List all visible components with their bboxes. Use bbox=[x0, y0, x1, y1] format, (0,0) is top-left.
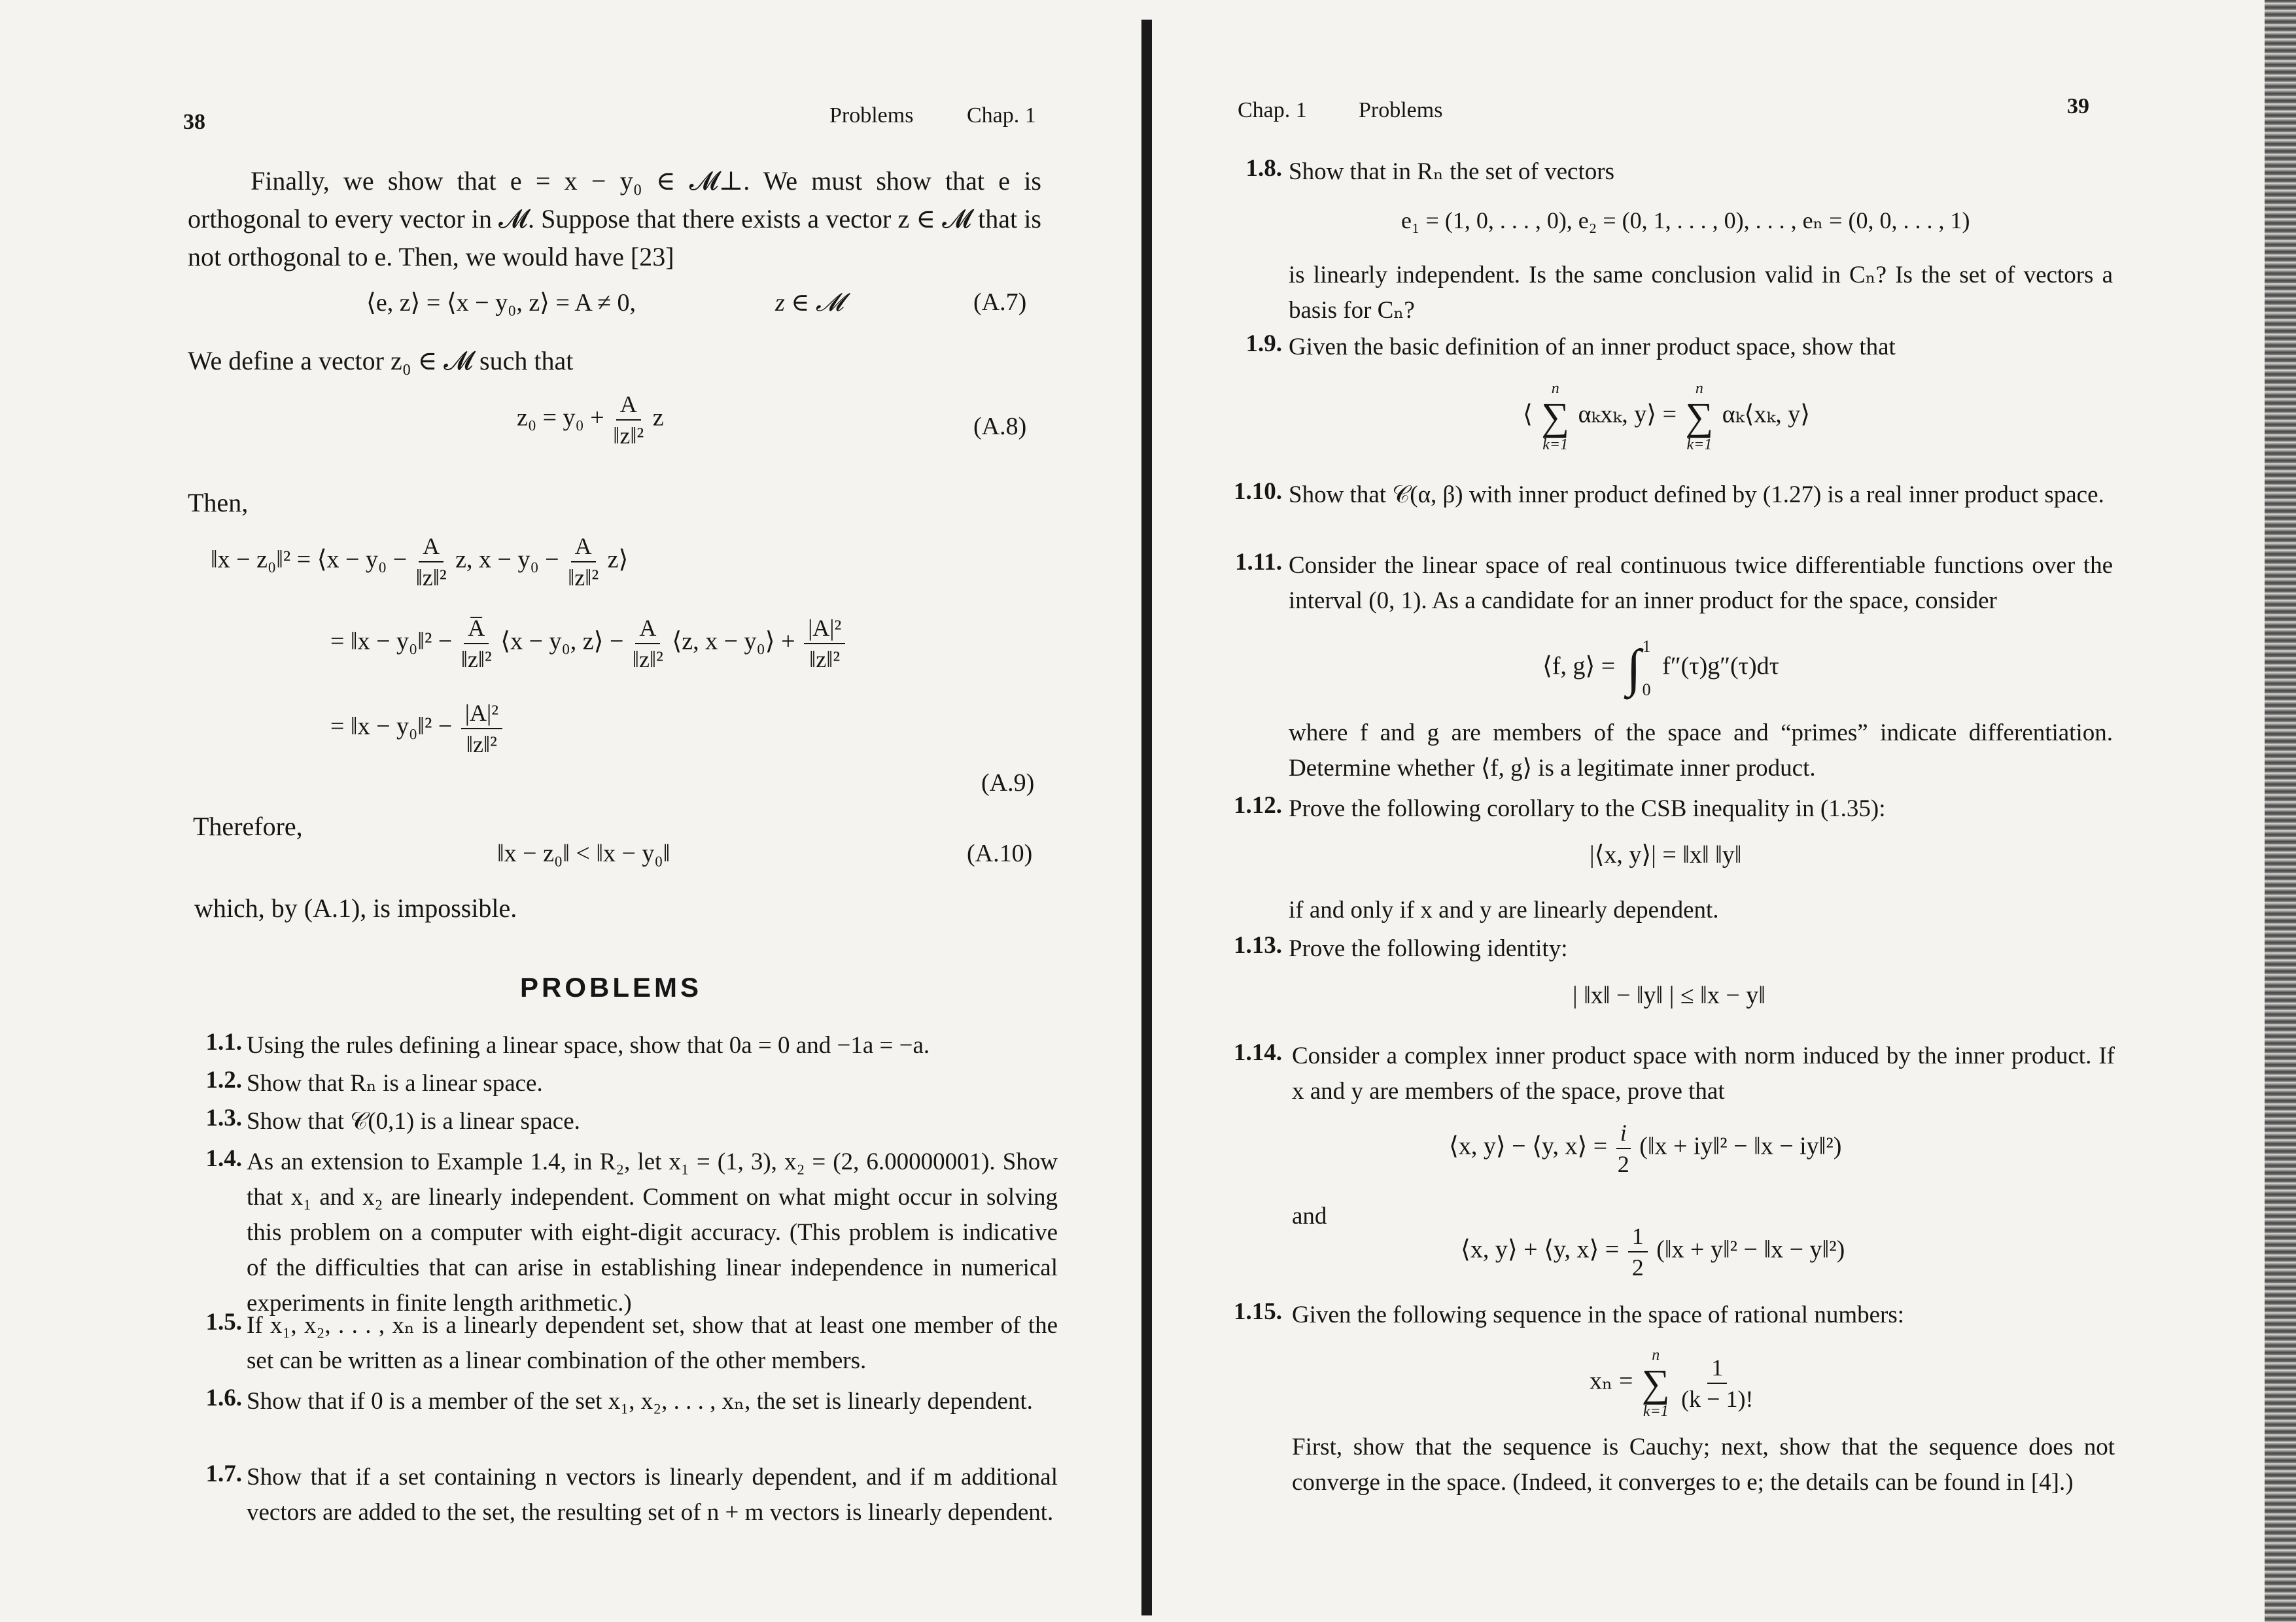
problem-number: 1.6. bbox=[205, 1385, 242, 1411]
a9-line1-num1: A bbox=[419, 533, 444, 562]
sum-upper: n bbox=[1695, 380, 1703, 397]
sequence-summation bbox=[1642, 1347, 1670, 1419]
polarization2-den: 2 bbox=[1631, 1254, 1644, 1281]
problems-heading: PROBLEMS bbox=[520, 972, 703, 1003]
problem-text: Consider the linear space of real continuous twice differentiable functions over the interval (0, 1). As a candidate for an inner product for the space, consider bbox=[1289, 552, 2113, 614]
then-text: Then, bbox=[188, 488, 249, 517]
a9-line1-den2: ‖z‖² bbox=[568, 564, 599, 591]
page-number-left: 38 bbox=[183, 110, 205, 134]
problem-number: 1.13. bbox=[1234, 932, 1282, 959]
sum-lower: k=1 bbox=[1643, 1403, 1669, 1420]
equation-polarization-2 bbox=[1461, 1223, 1845, 1281]
a9-line3-lhs: = ‖x − y₀‖² − bbox=[330, 712, 453, 740]
problem-text-continued: is linearly independent. Is the same conclusion valid in Cₙ? Is the set of vectors a basis for Cₙ? bbox=[1289, 262, 2113, 324]
problem-text-continued: if and only if x and y are linearly dependent. bbox=[1289, 897, 1719, 923]
problem-text: Using the rules defining a linear space, show that 0a = 0 and −1a = −a. bbox=[247, 1032, 930, 1059]
problem-text: Show that in Rₙ the set of vectors bbox=[1289, 158, 1614, 185]
define-vector-text: We define a vector z₀ ∈ 𝓜 such that bbox=[188, 346, 574, 375]
integral-upper: 1 bbox=[1642, 637, 1651, 656]
integral-lhs: ⟨f, g⟩ = bbox=[1542, 652, 1616, 680]
sigma-symbol: ∑ bbox=[1541, 395, 1570, 438]
problem-text: Show that Rₙ is a linear space. bbox=[247, 1070, 543, 1097]
a8-denominator: ‖z‖² bbox=[613, 423, 644, 449]
equation-number-a10: (A.10) bbox=[967, 840, 1033, 867]
problem-text-continued: First, show that the sequence is Cauchy; next, show that the sequence does not converge in the space. (Indeed, it converges to e; the details can be found in [4].) bbox=[1292, 1434, 2115, 1496]
a8-numerator: A bbox=[616, 391, 641, 421]
a9-line2-den1: ‖z‖² bbox=[461, 646, 492, 672]
polarization1-lhs: ⟨x, y⟩ − ⟨y, x⟩ = bbox=[1449, 1132, 1608, 1160]
a9-line2-mid1: ⟨x − y₀, z⟩ − bbox=[500, 627, 624, 655]
polarization1-fraction bbox=[1616, 1120, 1631, 1177]
problem-text: Show that if a set containing n vectors is linearly dependent, and if m additional vectors are added to the set, the resulting set of n + m vectors is linearly dependent. bbox=[247, 1464, 1058, 1526]
equation-a8 bbox=[517, 391, 664, 449]
integral-limits bbox=[1643, 637, 1651, 700]
chapter-label-left: Chap. 1 bbox=[967, 103, 1036, 128]
polarization1-rhs: (‖x + iy‖² − ‖x − iy‖²) bbox=[1639, 1132, 1842, 1160]
polarization2-fraction bbox=[1628, 1223, 1648, 1281]
sum-upper: n bbox=[1551, 380, 1559, 397]
left-page bbox=[0, 0, 1141, 1622]
a9-line2-num3: |A|² bbox=[804, 615, 845, 644]
a9-line1-mid: z, x − y₀ − bbox=[455, 545, 559, 574]
page-edge-texture bbox=[2265, 0, 2296, 1622]
page-number-right: 39 bbox=[2067, 94, 2089, 118]
book-spine-shadow bbox=[1141, 20, 1152, 1615]
problem-text: Given the basic definition of an inner product space, show that bbox=[1289, 334, 1896, 360]
sequence-den: (k − 1)! bbox=[1681, 1386, 1754, 1412]
sum-upper: n bbox=[1652, 1347, 1660, 1364]
a9-line1-frac2 bbox=[568, 533, 599, 591]
problem-number: 1.11. bbox=[1235, 549, 1282, 576]
problem-number: 1.1. bbox=[205, 1029, 242, 1056]
right-page bbox=[1171, 0, 2296, 1622]
linearity-lhs: αₖxₖ, y⟩ = bbox=[1578, 400, 1677, 428]
problem-text: Consider a complex inner product space with norm induced by the inner product. If x and y are members of the space, prove that bbox=[1292, 1043, 2115, 1105]
problem-number: 1.10. bbox=[1234, 478, 1282, 505]
problem-number: 1.2. bbox=[205, 1067, 242, 1094]
a9-line2-num1: A̅ bbox=[464, 615, 489, 644]
and-text: and bbox=[1292, 1203, 1327, 1230]
sequence-num: 1 bbox=[1707, 1355, 1727, 1384]
problem-number: 1.5. bbox=[205, 1309, 242, 1336]
equation-csb-equality: |⟨x, y⟩| = ‖x‖ ‖y‖ bbox=[1590, 841, 1742, 869]
problem-text: As an extension to Example 1.4, in R₂, let x₁ = (1, 3), x₂ = (2, 6.00000001). Show that x₁ and x₂ are linearly independent. Comment on what might occur in solving this problem on a computer with eight-digit accuracy. (This problem is indicative of the difficulties that can arise in establishing linear independence in numerical experiments in finite length arithmetic.) bbox=[247, 1148, 1058, 1317]
equation-basis-vectors: e₁ = (1, 0, . . . , 0), e₂ = (0, 1, . . . , 0), . . . , eₙ = (0, 0, . . . , 1) bbox=[1401, 207, 1970, 233]
problem-text: Prove the following identity: bbox=[1289, 935, 1568, 962]
a8-tail: z bbox=[652, 404, 664, 432]
equation-a10: ‖x − z₀‖ < ‖x − y₀‖ bbox=[497, 840, 670, 867]
equation-a9-line3 bbox=[330, 700, 505, 757]
a9-line3-num: |A|² bbox=[461, 700, 502, 729]
paragraph-intro: Finally, we show that e = x − y₀ ∈ 𝓜⊥. We must show that e is orthogonal to every vector in 𝓜. Suppose that there exists a vector z ∈ 𝓜 that is not orthogonal to e. Then, we would have [23] bbox=[188, 166, 1041, 271]
a9-line3-frac bbox=[461, 700, 502, 757]
integral-operator bbox=[1627, 637, 1651, 700]
integrand: f″(τ)g″(τ)dτ bbox=[1662, 652, 1779, 680]
a9-line2-frac3 bbox=[804, 615, 845, 672]
problem-text: If x₁, x₂, . . . , xₙ is a linearly dependent set, show that at least one member of the set can be written as a linear combination of the other members. bbox=[247, 1312, 1058, 1374]
a9-line1-num2: A bbox=[571, 533, 596, 562]
problem-text: Show that if 0 is a member of the set x₁, x₂, . . . , xₙ, the set is linearly dependent. bbox=[247, 1388, 1033, 1415]
equation-number-a8: (A.8) bbox=[973, 413, 1027, 440]
problem-number: 1.14. bbox=[1234, 1039, 1282, 1066]
sequence-fraction bbox=[1681, 1355, 1753, 1412]
equation-polarization-1 bbox=[1449, 1120, 1841, 1177]
problem-text: Given the following sequence in the space of rational numbers: bbox=[1292, 1302, 1905, 1328]
sequence-lhs: xₙ = bbox=[1590, 1367, 1633, 1395]
problem-number: 1.15. bbox=[1234, 1298, 1282, 1325]
a9-line2-den3: ‖z‖² bbox=[809, 646, 841, 672]
polarization2-num: 1 bbox=[1628, 1223, 1648, 1252]
a9-line3-den: ‖z‖² bbox=[466, 731, 497, 757]
a8-lhs: z₀ = y₀ + bbox=[517, 404, 604, 432]
equation-sequence bbox=[1590, 1347, 1756, 1419]
running-title-left: Problems bbox=[829, 103, 914, 128]
equation-a9-line2 bbox=[330, 615, 848, 672]
polarization2-rhs: (‖x + y‖² − ‖x − y‖²) bbox=[1656, 1235, 1845, 1264]
problem-text-continued: where f and g are members of the space and “primes” indicate differentiation. Determine whether ⟨f, g⟩ is a legitimate inner product. bbox=[1289, 719, 2113, 782]
problem-text: Show that 𝒞(α, β) with inner product defined by (1.27) is a real inner product space. bbox=[1289, 481, 2104, 508]
problem-number: 1.3. bbox=[205, 1105, 242, 1131]
left-angle: ⟨ bbox=[1523, 400, 1533, 428]
therefore-text: Therefore, bbox=[193, 812, 303, 841]
sigma-symbol: ∑ bbox=[1685, 395, 1714, 438]
a9-line2-frac1 bbox=[461, 615, 492, 672]
problem-text: Prove the following corollary to the CSB inequality in (1.35): bbox=[1289, 795, 1886, 822]
problem-number: 1.8. bbox=[1245, 155, 1282, 182]
a9-line1-tail: z⟩ bbox=[607, 545, 629, 574]
problem-number: 1.12. bbox=[1234, 792, 1282, 819]
sum-lower: k=1 bbox=[1686, 436, 1713, 453]
polarization2-lhs: ⟨x, y⟩ + ⟨y, x⟩ = bbox=[1461, 1235, 1620, 1264]
linearity-rhs: αₖ⟨xₖ, y⟩ bbox=[1722, 400, 1811, 428]
running-title-right: Problems bbox=[1359, 98, 1443, 122]
integral-lower: 0 bbox=[1642, 680, 1651, 699]
equation-triangle-identity: | ‖x‖ − ‖y‖ | ≤ ‖x − y‖ bbox=[1573, 982, 1765, 1009]
problem-number: 1.4. bbox=[205, 1145, 242, 1172]
equation-number-a9: (A.9) bbox=[981, 769, 1035, 797]
a8-fraction bbox=[613, 391, 644, 449]
equation-a7-condition: z ∈ 𝓜 bbox=[775, 289, 844, 317]
a9-line2-frac2 bbox=[633, 615, 663, 672]
polarization1-num: i bbox=[1616, 1120, 1631, 1149]
a9-line2-num2: A bbox=[635, 615, 660, 644]
a9-line2-den2: ‖z‖² bbox=[632, 646, 663, 672]
chapter-label-right: Chap. 1 bbox=[1238, 98, 1307, 122]
sum-lower: k=1 bbox=[1542, 436, 1569, 453]
a9-line1-lhs: ‖x − z₀‖² = ⟨x − y₀ − bbox=[211, 545, 408, 574]
impossible-text: which, by (A.1), is impossible. bbox=[194, 893, 517, 923]
a9-line1-den1: ‖z‖² bbox=[415, 564, 447, 591]
summation-right bbox=[1686, 381, 1714, 453]
a9-line2-lhs: = ‖x − y₀‖² − bbox=[330, 627, 453, 655]
summation-left bbox=[1541, 381, 1569, 453]
equation-linearity bbox=[1523, 381, 1810, 453]
problem-number: 1.9. bbox=[1245, 330, 1282, 357]
a9-line1-frac1 bbox=[416, 533, 447, 591]
equation-a7: ⟨e, z⟩ = ⟨x − y₀, z⟩ = A ≠ 0, bbox=[366, 289, 636, 317]
polarization1-den: 2 bbox=[1617, 1151, 1629, 1177]
problem-text: Show that 𝒞(0,1) is a linear space. bbox=[247, 1108, 580, 1135]
problem-number: 1.7. bbox=[205, 1460, 242, 1487]
equation-number-a7: (A.7) bbox=[973, 288, 1027, 316]
equation-integral bbox=[1542, 637, 1779, 700]
equation-a9-line1 bbox=[211, 533, 628, 591]
a9-line2-mid2: ⟨z, x − y₀⟩ + bbox=[672, 627, 795, 655]
integral-symbol: ∫ bbox=[1626, 640, 1641, 697]
sigma-symbol: ∑ bbox=[1641, 1362, 1670, 1405]
